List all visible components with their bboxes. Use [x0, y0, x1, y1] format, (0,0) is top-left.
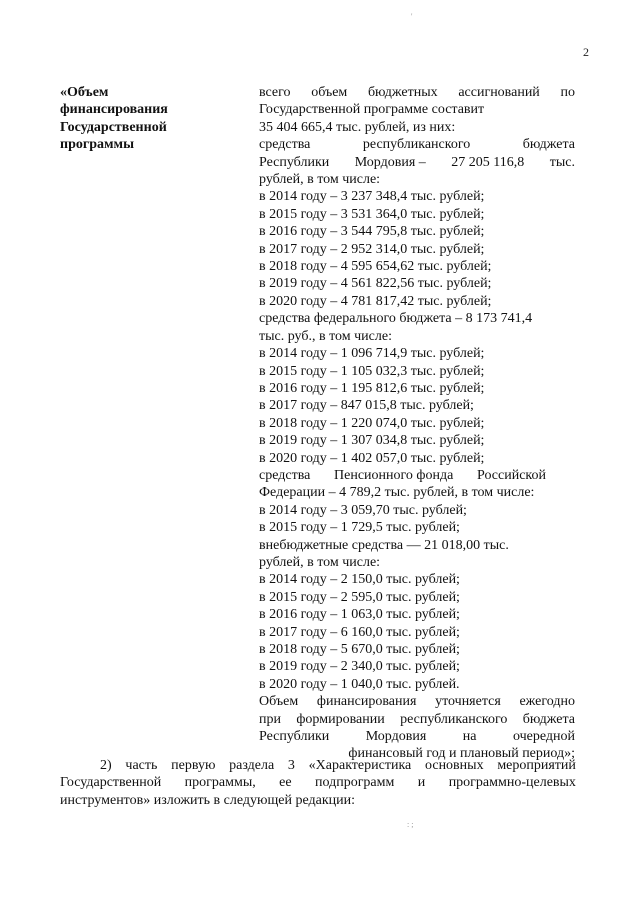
- republic-year-line: в 2018 году – 4 595 654,62 тыс. рублей;: [259, 259, 492, 275]
- paragraph-line: Государственной программы, ее подпрограмм и программно-целевых: [60, 775, 576, 791]
- closing-line: при формировании республиканского бюджета: [259, 711, 575, 727]
- paragraph-line: 2) часть первую раздела 3 «Характеристика основных мероприятий: [100, 758, 576, 773]
- scan-speck: ': [411, 12, 413, 21]
- page-number: 2: [583, 45, 589, 59]
- total-amount: 35 404 665,4 тыс. рублей, из них:: [259, 119, 456, 135]
- extrabudget-year-line: в 2017 году – 6 160,0 тыс. рублей;: [259, 624, 460, 640]
- heading-line: Государственной: [60, 119, 167, 135]
- pension-year-line: в 2014 году – 3 059,70 тыс. рублей;: [259, 502, 467, 518]
- pension-year-line: в 2015 году – 1 729,5 тыс. рублей;: [259, 520, 460, 536]
- pension-fund-line: Федерации – 4 789,2 тыс. рублей, в том числе:: [259, 485, 535, 501]
- extrabudget-line: рублей, в том числе:: [259, 554, 381, 570]
- extrabudget-year-line: в 2014 году – 2 150,0 тыс. рублей;: [259, 572, 460, 588]
- republic-year-line: в 2017 году – 2 952 314,0 тыс. рублей;: [259, 241, 485, 257]
- republic-year-line: в 2020 году – 4 781 817,42 тыс. рублей;: [259, 293, 492, 309]
- federal-year-line: в 2019 году – 1 307 034,8 тыс. рублей;: [259, 433, 485, 449]
- closing-line: финансовый год и плановый период»;: [348, 746, 575, 762]
- paragraph-line: инструментов» изложить в следующей редакции:: [60, 792, 355, 808]
- federal-year-line: в 2020 году – 1 402 057,0 тыс. рублей;: [259, 450, 485, 466]
- republic-year-line: в 2015 году – 3 531 364,0 тыс. рублей;: [259, 206, 485, 222]
- federal-budget-line: тыс. руб., в том числе:: [259, 328, 392, 344]
- table-right-content: [259, 84, 575, 763]
- pension-fund-line: средства Пенсионного фонда Российской: [259, 467, 546, 483]
- republic-year-line: в 2016 году – 3 544 795,8 тыс. рублей;: [259, 224, 485, 240]
- extrabudget-year-line: в 2018 году – 5 670,0 тыс. рублей;: [259, 642, 460, 657]
- republic-year-line: в 2014 году – 3 237 348,4 тыс. рублей;: [259, 189, 485, 205]
- republic-year-line: в 2019 году – 4 561 822,56 тыс. рублей;: [259, 276, 492, 292]
- heading-line: программы: [60, 137, 134, 153]
- federal-year-line: в 2015 году – 1 105 032,3 тыс. рублей;: [259, 363, 485, 379]
- federal-year-line: в 2017 году – 847 015,8 тыс. рублей;: [259, 398, 474, 414]
- extrabudget-year-line: в 2020 году – 1 040,0 тыс. рублей.: [259, 676, 460, 692]
- heading-line: финансирования: [60, 102, 168, 118]
- intro-line: Государственной программе составит: [259, 102, 485, 118]
- federal-year-line: в 2016 году – 1 195 812,6 тыс. рублей;: [259, 380, 485, 396]
- federal-year-line: в 2018 году – 1 220 074,0 тыс. рублей;: [259, 415, 485, 431]
- scan-speck: : ;: [407, 820, 414, 829]
- republic-budget-line: рублей, в том числе:: [259, 172, 381, 188]
- extrabudget-year-line: в 2016 году – 1 063,0 тыс. рублей;: [259, 607, 460, 623]
- federal-year-line: в 2014 году – 1 096 714,9 тыс. рублей;: [259, 346, 485, 362]
- table-left-heading: [60, 84, 200, 154]
- extrabudget-line: внебюджетные средства — 21 018,00 тыс.: [259, 537, 509, 553]
- closing-line: Объем финансирования уточняется ежегодно: [259, 694, 575, 710]
- republic-budget-line: средства республиканского бюджета: [259, 137, 575, 153]
- extrabudget-year-line: в 2019 году – 2 340,0 тыс. рублей;: [259, 659, 460, 675]
- amendment-paragraph: [60, 757, 576, 809]
- republic-budget-line: Республики Мордовия – 27 205 116,8 тыс.: [259, 154, 575, 170]
- extrabudget-year-line: в 2015 году – 2 595,0 тыс. рублей;: [259, 589, 460, 605]
- heading-line: «Объем: [60, 85, 109, 100]
- intro-line: всего объем бюджетных ассигнований по: [259, 85, 575, 100]
- closing-line: Республики Мордовия на очередной: [259, 729, 575, 745]
- federal-budget-line: средства федерального бюджета – 8 173 741,4: [259, 311, 533, 327]
